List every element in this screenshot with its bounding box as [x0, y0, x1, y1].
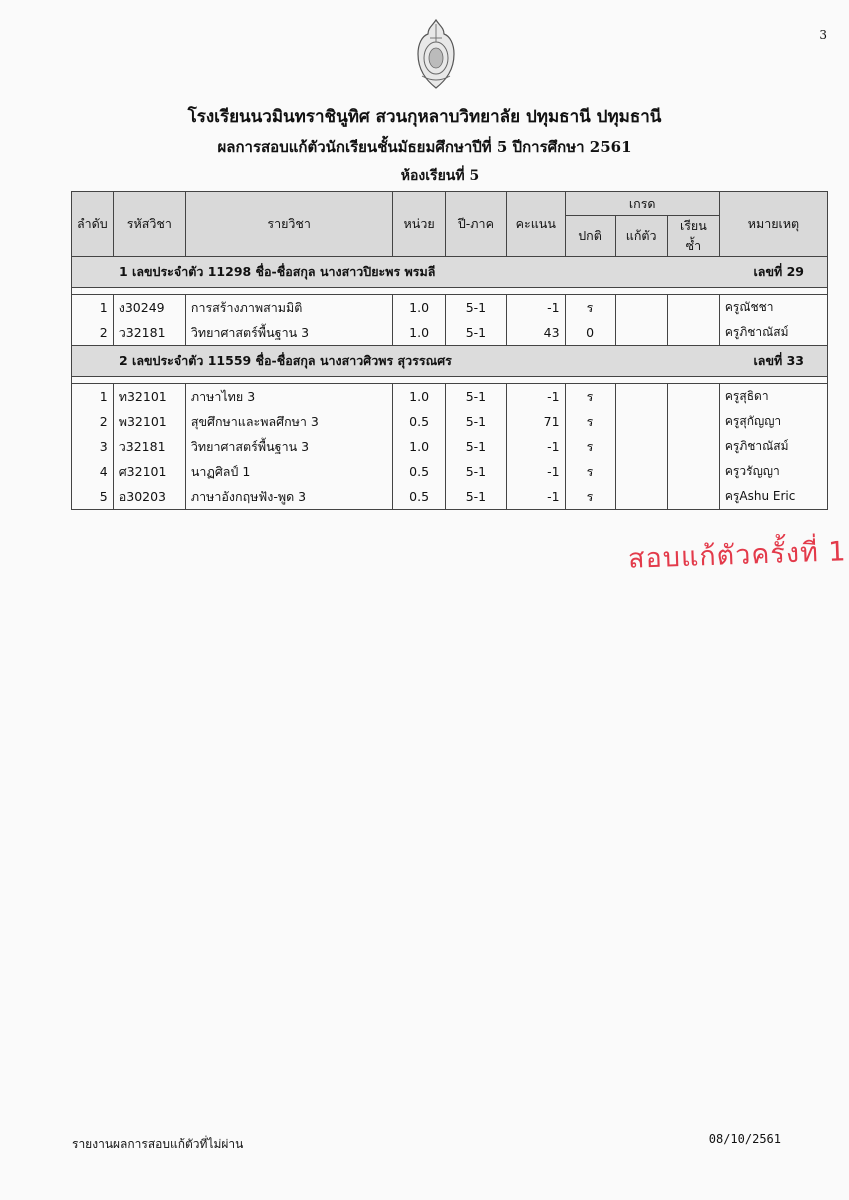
grade-normal: 0 [565, 320, 615, 346]
grade-retest [615, 459, 667, 484]
table-row [72, 295, 828, 321]
course-name: ภาษาอังกฤษฟัง-พูด 3 [185, 484, 393, 510]
course-note: ครูณัชชา [719, 295, 827, 321]
course-code: พ32101 [113, 409, 185, 434]
student-summary-cell [72, 257, 828, 288]
grade-repeat [667, 295, 719, 321]
course-code: ท32101 [113, 384, 185, 410]
grade-repeat [667, 434, 719, 459]
grades-body [72, 257, 828, 510]
table-row [72, 459, 828, 484]
page-number: 3 [819, 28, 827, 42]
course-no: 5 [72, 484, 114, 510]
grade-retest [615, 484, 667, 510]
course-no: 1 [72, 295, 114, 321]
grade-normal: ร [565, 295, 615, 321]
grade-repeat [667, 459, 719, 484]
header-score: คะแนน [507, 192, 566, 257]
row-spacer [72, 377, 828, 384]
course-name: สุขศึกษาและพลศึกษา 3 [185, 409, 393, 434]
row-spacer-cell [72, 377, 828, 384]
classroom-label: ห้องเรียนที่ 5 [400, 168, 480, 184]
row-spacer-cell [72, 288, 828, 295]
course-term: 5-1 [445, 384, 506, 410]
report-title: ผลการสอบแก้ตัวนักเรียนชั้นมัธยมศึกษาปีที่ 5 ปีการศึกษา 2561 [217, 138, 632, 156]
course-note: ครูภิชาณัสม์ [719, 320, 827, 346]
course-name: วิทยาศาสตร์พื้นฐาน 3 [185, 434, 393, 459]
course-unit: 0.5 [393, 409, 445, 434]
student-row [72, 346, 828, 377]
course-code: อ30203 [113, 484, 185, 510]
student-summary-cell [72, 346, 828, 377]
table-row [72, 384, 828, 410]
school-name: โรงเรียนนวมินทราชินูทิศ สวนกุหลาบวิทยาลัย ปทุมธานี ปทุมธานี [187, 107, 662, 127]
course-term: 5-1 [445, 409, 506, 434]
course-score: -1 [507, 434, 566, 459]
grade-repeat [667, 409, 719, 434]
course-name: การสร้างภาพสามมิติ [185, 295, 393, 321]
course-unit: 1.0 [393, 434, 445, 459]
header-name: รายวิชา [185, 192, 393, 257]
table-row [72, 409, 828, 434]
course-note: ครูสุธิดา [719, 384, 827, 410]
course-score: 43 [507, 320, 566, 346]
footer-date: 08/10/2561 [708, 1132, 781, 1146]
course-unit: 1.0 [393, 384, 445, 410]
course-note: ครูสุกัญญา [719, 409, 827, 434]
course-code: ศ32101 [113, 459, 185, 484]
retest-stamp: สอบแก้ตัวครั้งที่ 1 [627, 536, 848, 575]
course-score: 71 [507, 409, 566, 434]
course-no: 4 [72, 459, 114, 484]
grade-repeat [667, 484, 719, 510]
student-summary: 1 เลขประจำตัว 11298 ชื่อ-ชื่อสกุล นางสาวปิยะพร พรมลี [119, 264, 436, 279]
header-note: หมายเหตุ [719, 192, 827, 257]
course-term: 5-1 [445, 434, 506, 459]
header-grade-retest: แก้ตัว [615, 216, 667, 257]
course-unit: 1.0 [393, 320, 445, 346]
table-row [72, 484, 828, 510]
course-no: 1 [72, 384, 114, 410]
student-seat-number: เลขที่ 29 [753, 264, 804, 279]
course-code: ว32181 [113, 434, 185, 459]
footer-report-name: รายงานผลการสอบแก้ตัวที่ไม่ผ่าน [72, 1137, 244, 1151]
grade-retest [615, 409, 667, 434]
course-term: 5-1 [445, 459, 506, 484]
header-grade: เกรด [565, 192, 719, 216]
grade-normal: ร [565, 434, 615, 459]
header-no: ลำดับ [72, 192, 114, 257]
header-term: ปี-ภาค [445, 192, 506, 257]
course-score: -1 [507, 295, 566, 321]
course-name: วิทยาศาสตร์พื้นฐาน 3 [185, 320, 393, 346]
table-row [72, 434, 828, 459]
course-name: นาฏศิลป์ 1 [185, 459, 393, 484]
course-term: 5-1 [445, 320, 506, 346]
course-no: 2 [72, 409, 114, 434]
course-unit: 0.5 [393, 484, 445, 510]
header-grade-repeat: เรียนซ้ำ [667, 216, 719, 257]
course-unit: 0.5 [393, 459, 445, 484]
course-no: 3 [72, 434, 114, 459]
course-name: ภาษาไทย 3 [185, 384, 393, 410]
student-seat-number: เลขที่ 33 [753, 353, 804, 368]
grade-normal: ร [565, 409, 615, 434]
header-grade-normal: ปกติ [565, 216, 615, 257]
header-unit: หน่วย [393, 192, 445, 257]
grades-table [71, 191, 828, 510]
grade-repeat [667, 320, 719, 346]
course-code: ว32181 [113, 320, 185, 346]
grade-repeat [667, 384, 719, 410]
grade-normal: ร [565, 459, 615, 484]
course-no: 2 [72, 320, 114, 346]
course-term: 5-1 [445, 295, 506, 321]
course-score: -1 [507, 484, 566, 510]
course-note: ครูAshu Eric [719, 484, 827, 510]
grade-normal: ร [565, 384, 615, 410]
grade-retest [615, 434, 667, 459]
grade-retest [615, 384, 667, 410]
header-code: รหัสวิชา [113, 192, 185, 257]
school-emblem-icon [414, 18, 458, 92]
course-score: -1 [507, 459, 566, 484]
table-row [72, 320, 828, 346]
grade-retest [615, 320, 667, 346]
student-row [72, 257, 828, 288]
course-note: ครูภิชาณัสม์ [719, 434, 827, 459]
grade-normal: ร [565, 484, 615, 510]
course-term: 5-1 [445, 484, 506, 510]
course-note: ครูวรัญญา [719, 459, 827, 484]
course-score: -1 [507, 384, 566, 410]
course-code: ง30249 [113, 295, 185, 321]
student-summary: 2 เลขประจำตัว 11559 ชื่อ-ชื่อสกุล นางสาวศิวพร สุวรรณศร [119, 353, 452, 368]
grade-retest [615, 295, 667, 321]
course-unit: 1.0 [393, 295, 445, 321]
row-spacer [72, 288, 828, 295]
